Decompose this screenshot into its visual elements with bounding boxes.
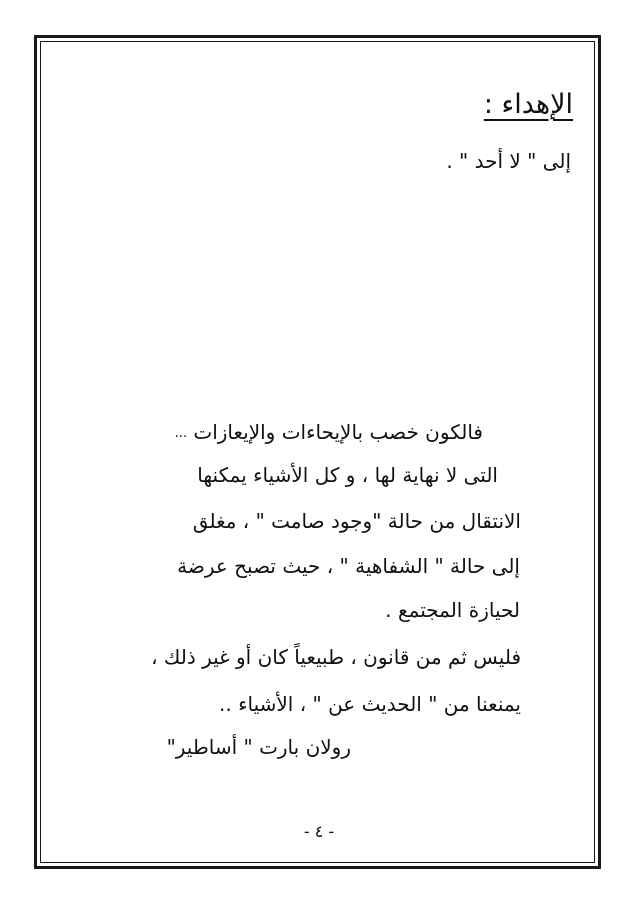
dedication-text: إلى " لا أحد " .	[446, 149, 571, 173]
quote-line-6: فليس ثم من قانون ، طبيعياً كان أو غير ذلك ،	[151, 645, 521, 669]
quote-line-4: إلى حالة " الشفاهية " ، حيث تصبح عرضة	[177, 554, 520, 578]
dedication-title: الإهداء :	[483, 89, 573, 120]
quote-attribution: رولان بارت " أساطير"	[166, 735, 351, 759]
quote-line-5: لحيازة المجتمع .	[385, 598, 520, 622]
page-number: - ٤ -	[303, 822, 335, 841]
quote-line-2: التى لا نهاية لها ، و كل الأشياء يمكنها	[197, 463, 498, 487]
quote-leading-dots: ...	[174, 425, 187, 441]
quote-line-1-text: فالكون خصب بالإيحاءات والإيعازات	[193, 420, 483, 444]
quote-line-1	[169, 418, 483, 448]
quote-line-7: يمنعنا من " الحديث عن " ، الأشياء ..	[219, 692, 521, 716]
quote-line-3: الانتقال من حالة "وجود صامت " ، مغلق	[192, 509, 521, 533]
